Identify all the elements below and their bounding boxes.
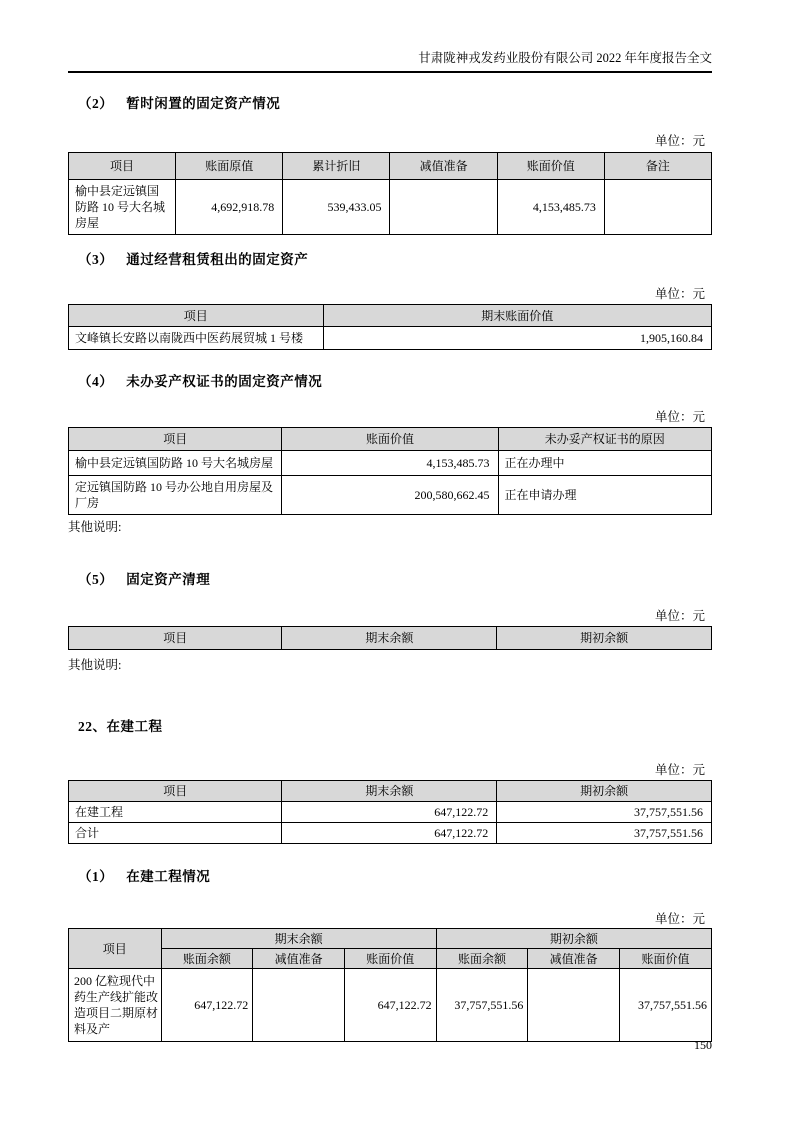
column-header: 期末余额 (282, 781, 497, 802)
section-title-idle-assets (68, 95, 712, 113)
section-number: （5） (78, 572, 114, 587)
unit-label: 单位：元 (654, 410, 705, 424)
column-header: 减值准备 (528, 949, 620, 969)
section-number: （3） (78, 252, 114, 267)
section-title-text: 固定资产清理 (126, 572, 211, 587)
column-header: 账面价值 (344, 949, 436, 969)
cell-impairment (390, 180, 497, 235)
section-number: 22、 (78, 719, 107, 734)
table-idle-assets (68, 152, 712, 235)
cell-item: 文峰镇长安路以南陇西中医药展贸城 1 号楼 (69, 327, 324, 350)
column-header: 账面价值 (282, 428, 498, 451)
table-header-row (69, 428, 712, 451)
table-header-row (69, 153, 712, 180)
cell-item: 定远镇国防路 10 号办公地自用房屋及厂房 (69, 476, 282, 515)
cell-ending-impairment (253, 969, 345, 1042)
column-header: 减值准备 (253, 949, 345, 969)
table-no-cert (68, 427, 712, 515)
cell-ending-book-value: 647,122.72 (344, 969, 436, 1042)
column-header: 项目 (69, 627, 282, 650)
table-cip-summary (68, 780, 712, 844)
section-title-cip-detail (68, 868, 712, 886)
cell-book-value: 4,153,485.73 (282, 451, 498, 476)
cell-reason: 正在申请办理 (498, 476, 711, 515)
document-header (68, 50, 712, 73)
section-title-text: 通过经营租赁租出的固定资产 (126, 252, 309, 267)
unit-label: 单位：元 (654, 134, 705, 148)
column-header: 期末余额 (282, 627, 497, 650)
table-row (69, 180, 712, 235)
page-number: 150 (694, 1038, 712, 1052)
column-header: 项目 (69, 428, 282, 451)
table-leased-out (68, 304, 712, 350)
cell-item: 榆中县定远镇国防路 10 号大名城房屋 (69, 451, 282, 476)
unit-label: 单位：元 (654, 912, 705, 926)
table-header-row (69, 305, 712, 327)
cell-ending-balance: 647,122.72 (282, 823, 497, 844)
table-header-row (69, 627, 712, 650)
column-header: 减值准备 (390, 153, 497, 180)
table-subheader-row (69, 949, 712, 969)
cell-beginning-balance: 37,757,551.56 (497, 802, 712, 823)
section-title-text: 在建工程 (106, 719, 163, 734)
column-header: 账面价值 (620, 949, 712, 969)
table-row (69, 476, 712, 515)
cell-book-value: 4,153,485.73 (497, 180, 604, 235)
column-header-item: 项目 (69, 929, 162, 969)
section-number: （2） (78, 96, 114, 111)
cell-item: 榆中县定远镇国防路 10 号大名城房屋 (69, 180, 176, 235)
table-cip-detail (68, 928, 712, 1042)
column-group-beginning: 期初余额 (436, 929, 711, 949)
cell-beginning-balance: 37,757,551.56 (497, 823, 712, 844)
table-row (69, 451, 712, 476)
column-header: 项目 (69, 781, 282, 802)
table-row (69, 802, 712, 823)
unit-label: 单位：元 (654, 287, 705, 301)
cell-beginning-book-balance: 37,757,551.56 (436, 969, 528, 1042)
cell-item: 在建工程 (69, 802, 282, 823)
column-header: 期末账面价值 (323, 305, 711, 327)
section-title-leased-out (68, 251, 712, 269)
column-header: 项目 (69, 305, 324, 327)
column-header: 账面余额 (436, 949, 528, 969)
cell-original-value: 4,692,918.78 (176, 180, 283, 235)
column-header: 期初余额 (497, 781, 712, 802)
cell-beginning-book-value: 37,757,551.56 (620, 969, 712, 1042)
column-header: 备注 (604, 153, 711, 180)
cell-ending-book-value: 1,905,160.84 (323, 327, 711, 350)
column-header: 项目 (69, 153, 176, 180)
section-title-disposal (68, 571, 712, 589)
cell-book-value: 200,580,662.45 (282, 476, 498, 515)
cell-item: 合计 (69, 823, 282, 844)
section-number: （1） (78, 869, 114, 884)
column-header: 期初余额 (497, 627, 712, 650)
column-header: 账面原值 (176, 153, 283, 180)
cell-beginning-impairment (528, 969, 620, 1042)
cell-item: 200 亿粒现代中药生产线扩能改造项目二期原材料及产 (69, 969, 162, 1042)
section-title-text: 在建工程情况 (126, 869, 211, 884)
table-header-row (69, 929, 712, 949)
other-note: 其他说明: (68, 658, 122, 672)
column-group-ending: 期末余额 (161, 929, 436, 949)
section-title-no-cert (68, 373, 712, 391)
section-number: （4） (78, 374, 114, 389)
cell-ending-book-balance: 647,122.72 (161, 969, 253, 1042)
table-disposal (68, 626, 712, 650)
cell-accumulated-depreciation: 539,433.05 (283, 180, 390, 235)
section-title-text: 未办妥产权证书的固定资产情况 (126, 374, 323, 389)
column-header: 账面价值 (497, 153, 604, 180)
column-header: 未办妥产权证书的原因 (498, 428, 711, 451)
cell-ending-balance: 647,122.72 (282, 802, 497, 823)
table-row (69, 969, 712, 1042)
table-row (69, 327, 712, 350)
cell-reason: 正在办理中 (498, 451, 711, 476)
section-title-cip (68, 718, 712, 736)
section-title-text: 暂时闲置的固定资产情况 (126, 96, 281, 111)
table-header-row (69, 781, 712, 802)
document-header-text: 甘肃陇神戎发药业股份有限公司 2022 年年度报告全文 (418, 51, 712, 65)
other-note: 其他说明: (68, 520, 122, 534)
unit-label: 单位：元 (654, 763, 705, 777)
column-header: 累计折旧 (283, 153, 390, 180)
table-row-total (69, 823, 712, 844)
column-header: 账面余额 (161, 949, 253, 969)
unit-label: 单位：元 (654, 609, 705, 623)
cell-remark (604, 180, 711, 235)
